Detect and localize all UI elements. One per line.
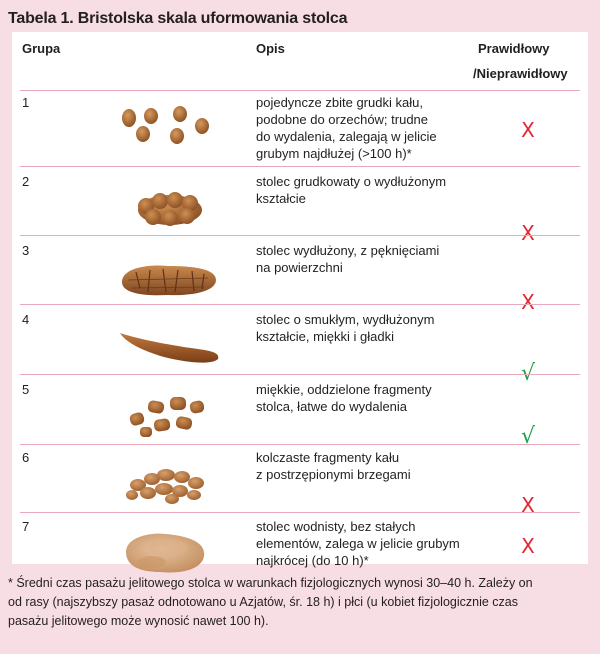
stool-type-6-image	[108, 449, 228, 509]
row-description: pojedyncze zbite grudki kału, podobne do orzechów; trudne do wydalenia, zalegają w jelicie grubym najdłużej (>100 h)*	[256, 95, 437, 161]
header-separator	[20, 90, 580, 91]
row-description: miękkie, oddzielone fragmenty stolca, łatwe do wydalenia	[256, 382, 432, 414]
row-description: kolczaste fragmenty kału z postrzępionymi brzegami	[256, 450, 411, 482]
group-number: 4	[22, 312, 30, 327]
row-separator	[20, 304, 580, 305]
row-description: stolec o smukłym, wydłużonym kształcie, miękki i gładki	[256, 312, 435, 344]
row-separator	[20, 235, 580, 236]
stool-type-5-image	[108, 381, 228, 441]
row-separator	[20, 166, 580, 167]
abnormal-mark: X	[521, 118, 535, 142]
group-number: 3	[22, 243, 30, 258]
table-title: Tabela 1. Bristolska skala uformowania stolca	[8, 10, 348, 27]
abnormal-mark: X	[521, 493, 535, 517]
row-separator	[20, 374, 580, 375]
row-description: stolec wydłużony, z pęknięciami na powierzchni	[256, 243, 440, 275]
stool-type-1-image	[108, 94, 228, 154]
stool-type-7-image	[108, 518, 228, 578]
abnormal-mark: X	[521, 534, 535, 558]
stool-type-3-image	[108, 242, 228, 302]
stool-type-2-image	[108, 173, 228, 233]
row-description: stolec wodnisty, bez stałych elementów, zalega w jelicie grubym najkrócej (do 10 h)*	[256, 519, 460, 568]
group-number: 6	[22, 450, 30, 465]
stool-type-4-image	[108, 311, 228, 371]
normal-checkmark: √	[520, 424, 536, 449]
header-group: Grupa	[22, 41, 61, 56]
table-card	[12, 32, 588, 568]
header-description: Opis	[256, 41, 285, 56]
row-separator	[20, 512, 580, 513]
normal-checkmark: √	[520, 361, 536, 386]
abnormal-mark: X	[521, 221, 535, 245]
row-description: stolec grudkowaty o wydłużonym kształcie	[256, 174, 447, 206]
header-assessment-line1: Prawidłowy	[478, 41, 550, 56]
abnormal-mark: X	[521, 290, 535, 314]
group-number: 5	[22, 382, 30, 397]
row-separator	[20, 444, 580, 445]
group-number: 7	[22, 519, 30, 534]
group-number: 1	[22, 95, 30, 110]
footnote: * Średni czas pasażu jelitowego stolca w warunkach fizjologicznych wynosi 30–40 h. Zależy on od rasy (najszybszy pasaż odnotowano u Azjatów, śr. 18 h) i płci (u kobiet fizjologicznie czas pasażu jelitowego może wynosić nawet 100 h).	[8, 576, 533, 628]
group-number: 2	[22, 174, 30, 189]
header-assessment-line2: /Nieprawidłowy	[473, 66, 568, 81]
